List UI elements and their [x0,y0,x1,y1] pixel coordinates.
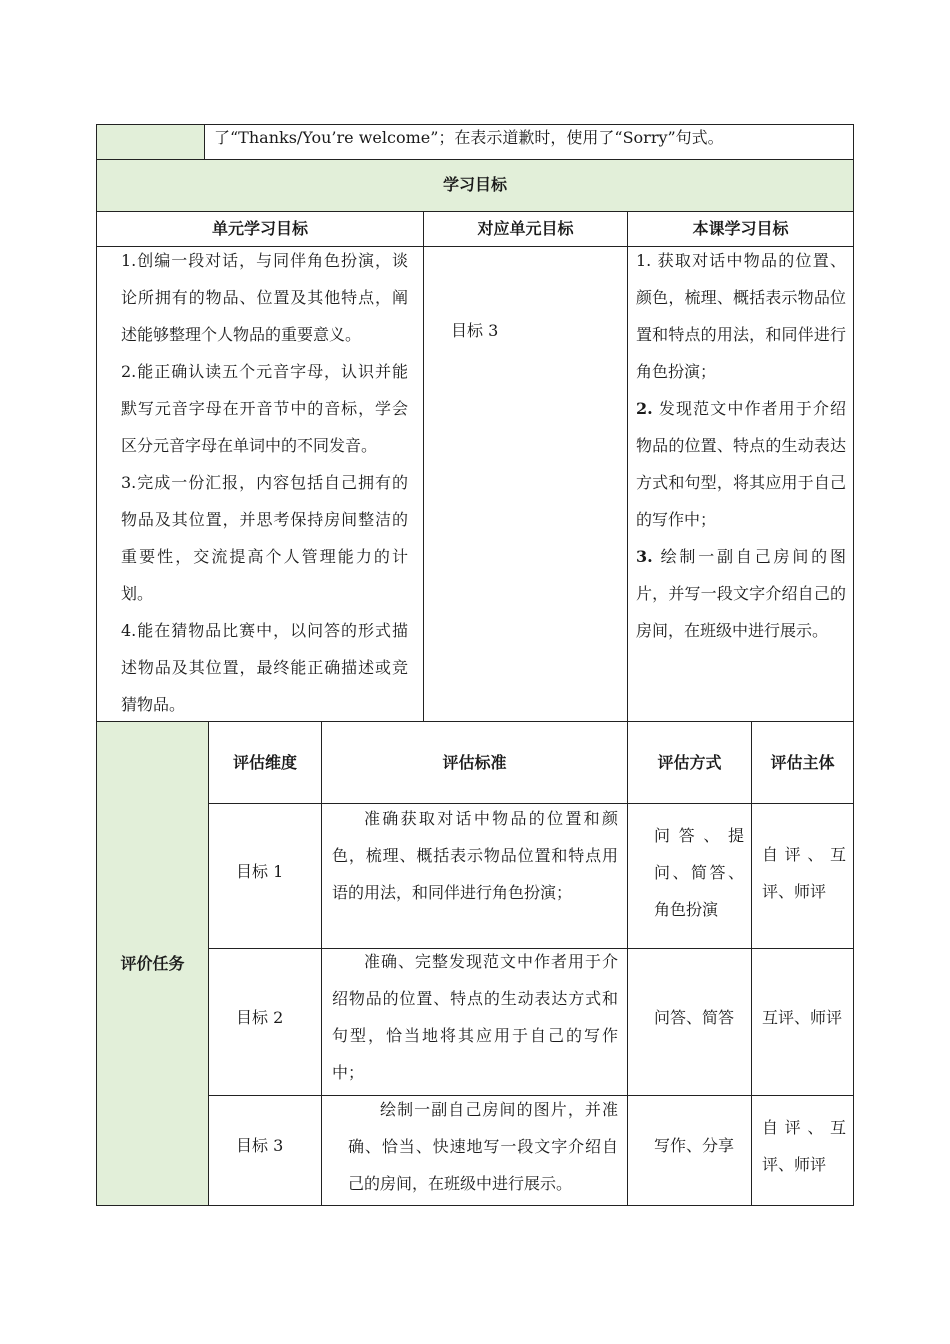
eval-subject-header: 评估主体 [770,753,835,772]
evaluation-label: 评价任务 [120,954,185,973]
unit-goal-item: 2.能正确认读五个元音字母，认识并能默写元音字母在开音节中的音标，学会区分元音字母在单词中的不同发音。 [121,362,408,455]
lesson-goals-header: 本课学习目标 [692,219,789,238]
corresponding-goal-header: 对应单元目标 [477,219,574,238]
top-left-cell-fill [97,125,204,159]
eval-standard-header: 评估标准 [442,753,507,772]
lesson-goal-item: 2. 发现范文中作者用于介绍物品的位置、特点的生动表达方式和句型，将其应用于自己的写作中； [636,399,846,529]
eval-dimension-header: 评估维度 [232,753,297,772]
unit-goals-list [121,242,408,723]
section-title: 学习目标 [442,175,507,194]
eval-dimension-cell: 目标 3 [236,1136,284,1155]
eval-standard-cell: 绘制一副自己房间的图片，并准确、恰当、快速地写一段文字介绍自己的房间，在班级中进行展示。 [348,1100,618,1193]
lesson-goals-list [636,242,846,649]
eval-method-cell: 写作、分享 [654,1136,735,1155]
eval-method-header: 评估方式 [657,753,722,772]
eval-dimension-cell: 目标 1 [236,862,284,881]
unit-goal-item: 4.能在猜物品比赛中，以问答的形式描述物品及其位置，最终能正确描述或竞猜物品。 [121,621,408,714]
lesson-goal-item: 1. 获取对话中物品的位置、颜色，梳理、概括表示物品位置和特点的用法，和同伴进行角色扮演； [636,251,846,381]
corresponding-goal: 目标 3 [451,321,499,340]
top-row-text: 了“Thanks/You’re welcome”；在表示道歉时，使用了“Sorry”句式。 [214,128,724,147]
unit-goals-header: 单元学习目标 [211,219,308,238]
eval-method-cell: 问答、简答 [654,1008,735,1027]
unit-goal-item: 3.完成一份汇报，内容包括自己拥有的物品及其位置，并思考保持房间整洁的重要性，交流提高个人管理能力的计划。 [121,473,408,603]
eval-subject-cell: 自评、互评、师评 [762,1118,846,1174]
lesson-goal-item: 3. 绘制一副自己房间的图片，并写一段文字介绍自己的房间，在班级中进行展示。 [636,547,846,640]
eval-subject-cell: 自评、互评、师评 [762,845,846,901]
eval-standard-cell: 准确获取对话中物品的位置和颜色，梳理、概括表示物品位置和特点用语的用法，和同伴进行角色扮演； [332,809,618,902]
unit-goal-item: 1.创编一段对话，与同伴角色扮演，谈论所拥有的物品、位置及其他特点，阐述能够整理个人物品的重要意义。 [121,251,408,344]
eval-dimension-cell: 目标 2 [236,1008,284,1027]
eval-method-cell: 问答、提问、简答、角色扮演 [654,826,744,919]
eval-standard-cell: 准确、完整发现范文中作者用于介绍物品的位置、特点的生动表达方式和句型，恰当地将其应用于自己的写作中； [332,952,618,1082]
eval-subject-cell: 互评、师评 [762,1008,843,1027]
